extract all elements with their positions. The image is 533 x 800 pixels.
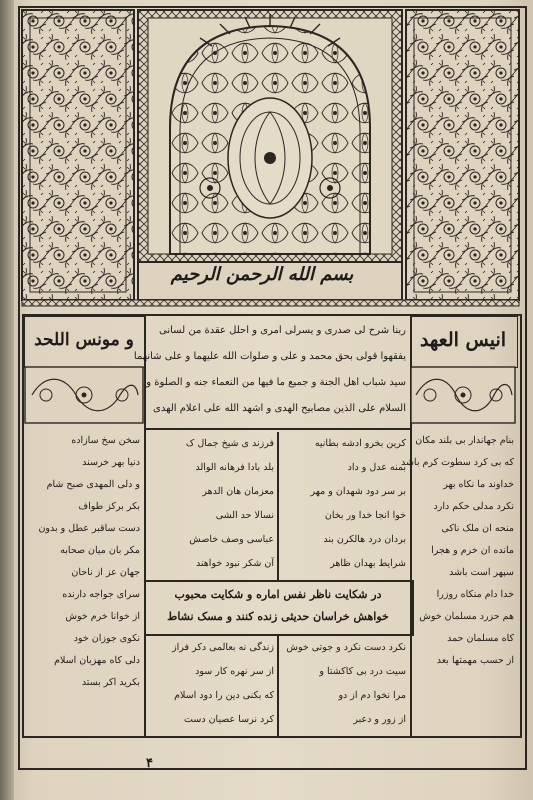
verse-line: نکرد دست نکرد و جوتی خوش — [286, 642, 406, 653]
verse-line: کاه مسلمان حمد — [447, 633, 514, 644]
verse-line: بر سر دود شهدان و مهر — [310, 486, 406, 497]
verse-line: از خوانا خرم خوش — [65, 611, 140, 622]
verse-line: کرین بخرو ادشه بطانیه — [314, 438, 406, 449]
verse-line: سیت درد بی کاکشتا و — [319, 666, 406, 677]
bismillah-heading: بسم الله الرحمن الرحيم — [170, 264, 354, 285]
left-ornament-band — [24, 366, 144, 424]
verse-line: سخن سخ سازاده — [71, 435, 140, 446]
intro-line: سید شباب اهل الجنة و جمیع ما فیها من النعماء جنه و الصلوة و — [146, 377, 406, 388]
verse-line: خدا دام منکاه روزرا — [436, 589, 514, 600]
heading-left: و مونس اللحد — [34, 330, 134, 350]
verse-line: منحه ان ملک ناکی — [441, 523, 514, 534]
binding-shadow — [0, 0, 14, 800]
section-heading-line-2: خواهش خراسان حدیثی زنده کنند و مسک نشاط — [167, 610, 389, 623]
intro-text — [133, 318, 406, 422]
verse-line: بلد بادا فرهانه الوالد — [195, 462, 274, 473]
verse-line: زندگی نه بعالمی دکر فراز — [172, 642, 274, 653]
intro-line: ربنا شرح لی صدری و یسرلی امری و احلل عقدة من لسانی — [159, 325, 406, 336]
verse-line: کرد نرسا عصیان دست — [184, 714, 274, 725]
verse-line: که بکنی دین را دود اسلام — [174, 690, 274, 701]
verse-line: مرا نخوا دم از دو — [338, 690, 406, 701]
verse-line: خوا انجا خدا ور بخان — [324, 510, 406, 521]
verse-line: شرایط بهدان ظاهر — [330, 558, 406, 569]
verse-line: مکر بان میان صحابه — [60, 545, 140, 556]
verse-line: دلی کاه مهزبان اسلام — [54, 655, 140, 666]
center-divider — [277, 432, 279, 582]
verse-line: که بی کرد سطوت کرم باشد — [400, 457, 514, 468]
right-column-text — [400, 430, 514, 730]
intro-rule — [144, 428, 412, 430]
right-ornament-band — [410, 366, 516, 424]
verse-line: بکر برکز طواف — [78, 501, 140, 512]
verse-line: خداوند ما نکاه بهر — [443, 479, 514, 490]
verse-line: دنیا بهر خرسند — [82, 457, 140, 468]
verse-line: دست ساقبر عطل و بدون — [38, 523, 140, 534]
verse-line: از سر نهره کار سود — [195, 666, 274, 677]
verse-line: از زور و دعبر — [353, 714, 406, 725]
verse-line: و دلی المهدی صبح شام — [46, 479, 140, 490]
verse-line: بردان درد هالکرن بند — [323, 534, 406, 545]
section-heading-line-1: در شکایت ناظر نفس اماره و شکایت محبوب — [174, 588, 382, 601]
verse-line: بکرید اکر بستد — [81, 677, 140, 688]
intro-line: یفقهوا قولی بحق محمد و علی و صلوات الله علیهما و علی شانهما — [133, 351, 406, 362]
center-left-text — [148, 432, 274, 578]
center-right-text — [281, 432, 406, 578]
lower-right-text — [281, 636, 406, 732]
lower-center-divider — [277, 634, 279, 736]
heading-right: انیس العهد — [419, 329, 507, 351]
verse-line: فرزند ی شیخ جمال ک — [185, 438, 274, 449]
lower-left-text — [148, 636, 274, 732]
verse-line: مانده ان خرم و هجرا — [431, 545, 514, 556]
verse-line: آن شکر نبود خواهند — [195, 558, 274, 569]
verse-line: بنام جهاندار بی بلند مکان — [415, 435, 514, 446]
left-column-text — [28, 430, 140, 730]
verse-line: بمنه عدل و داد — [347, 462, 406, 473]
verse-line: سرای جواجه دارنده — [62, 589, 140, 600]
verse-line: جهان عز از ناحان — [71, 567, 140, 578]
verse-line: عباسی وصف خاصش — [189, 534, 274, 545]
verse-line: نکوی جوزان خود — [73, 633, 140, 644]
folio-number: ۴ — [146, 756, 153, 771]
verse-line: نسالا حد الشی — [215, 510, 274, 521]
intro-line: السلام علی الذین مصابیح الهدی و اشهد الله علی اعلام الهدی — [153, 403, 406, 414]
verse-line: هم حزرد مسلمان خوش — [419, 611, 514, 622]
verse-line: سپهر است باشد — [449, 567, 514, 578]
verse-line: معزمان هان الدهر — [202, 486, 274, 497]
verse-line: نکرد مدلی حکم دارد — [433, 501, 514, 512]
verse-line: از حسب مهمتها بعد — [436, 655, 514, 666]
